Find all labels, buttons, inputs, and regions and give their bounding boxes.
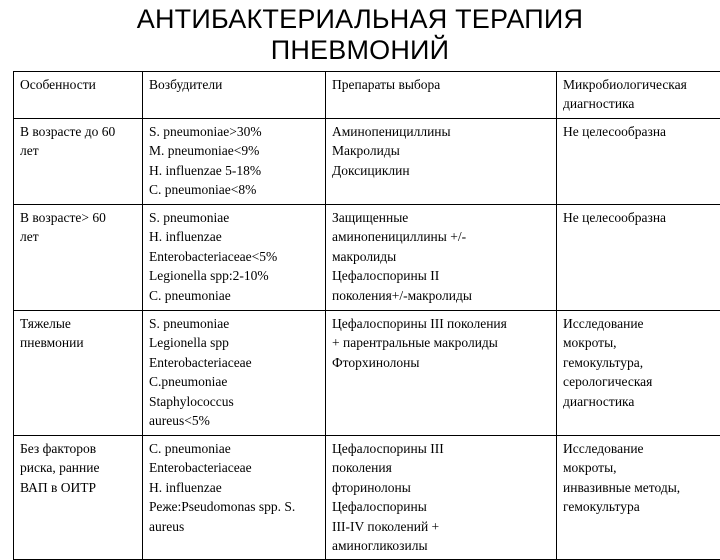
title-line-2: ПНЕВМОНИЙ: [0, 35, 720, 66]
cell-diagnostics: Не целесообразна: [557, 205, 720, 311]
cell-features: Без факторов риска, ранние ВАП в ОИТР: [14, 436, 143, 560]
cell-diagnostics: Исследование мокроты, гемокультура, серологическая диагностика: [557, 311, 720, 436]
cell-diagnostics: Исследование мокроты, инвазивные методы, гемокультура: [557, 436, 720, 560]
cell-pathogens: S. pneumoniae H. influenzae Enterobacteriaceae<5% Legionella spp:2-10% C. pneumoniae: [143, 205, 326, 311]
cell-features: Тяжелые пневмонии: [14, 311, 143, 436]
page-title: [0, 4, 720, 66]
header-pathogens: Возбудители: [143, 72, 326, 119]
cell-pathogens: C. pneumoniae Enterobacteriaceae H. influenzae Реже:Pseudomonas spp. S. aureus: [143, 436, 326, 560]
header-drugs: Препараты выбора: [326, 72, 557, 119]
table-row: [14, 436, 720, 560]
cell-drugs: Защищенные аминопенициллины +/- макролиды Цефалоспорины II поколения+/-макролиды: [326, 205, 557, 311]
table-row: [14, 311, 720, 436]
title-line-1: АНТИБАКТЕРИАЛЬНАЯ ТЕРАПИЯ: [0, 4, 720, 35]
cell-pathogens: S. pneumoniae Legionella spp Enterobacteriaceae C.pneumoniae Staphylococcus aureus<5%: [143, 311, 326, 436]
table-row: [14, 119, 720, 205]
cell-pathogens: S. pneumoniae>30% M. pneumoniae<9% H. influenzae 5-18% C. pneumoniae<8%: [143, 119, 326, 205]
header-diagnostics: Микробиологическая диагностика: [557, 72, 720, 119]
header-features: Особенности: [14, 72, 143, 119]
pneumonia-therapy-table: [13, 71, 720, 560]
cell-features: В возрасте> 60 лет: [14, 205, 143, 311]
cell-features: В возрасте до 60 лет: [14, 119, 143, 205]
cell-diagnostics: Не целесообразна: [557, 119, 720, 205]
cell-drugs: Цефалоспорины III поколения фторинолоны Цефалоспорины III-IV поколений + аминогликозилы: [326, 436, 557, 560]
table-row: [14, 205, 720, 311]
cell-drugs: Цефалоспорины III поколения + парентральные макролиды Фторхинолоны: [326, 311, 557, 436]
cell-drugs: Аминопенициллины Макролиды Доксициклин: [326, 119, 557, 205]
table-header-row: [14, 72, 720, 119]
